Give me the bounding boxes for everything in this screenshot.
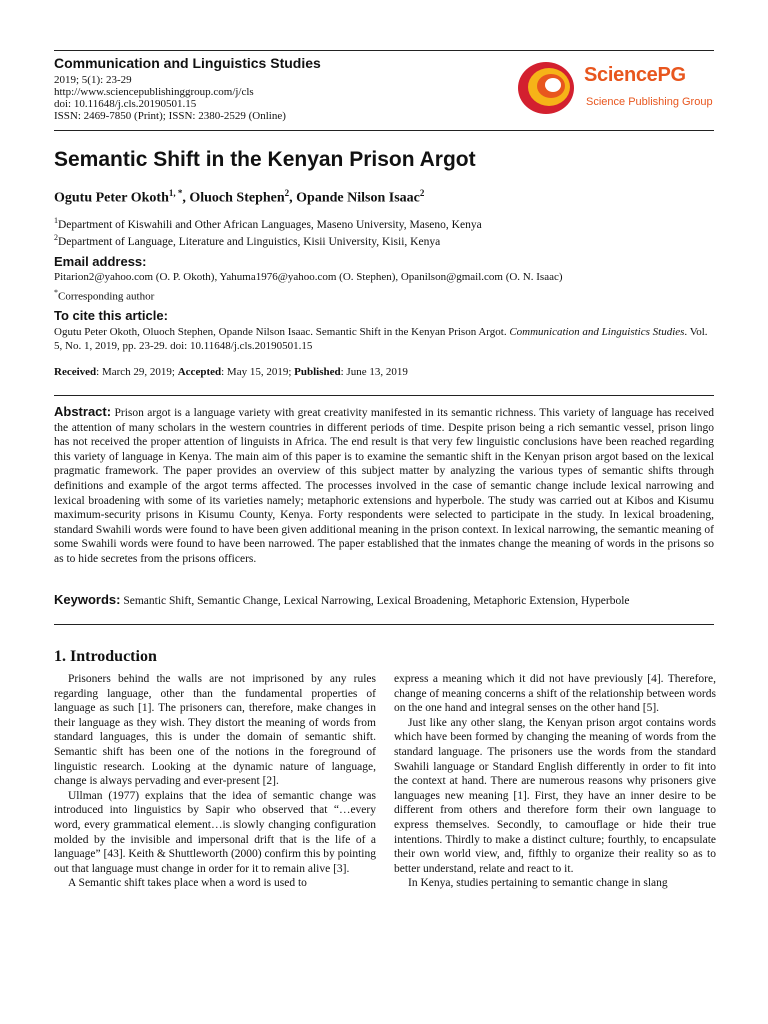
author-name: Ogutu Peter Okoth (54, 190, 169, 206)
paragraph: express a meaning which it did not have previously [4]. Therefore, change of meaning concerns a shift of the relationship between words on the one hand and integral senses on the other hand [5]. (394, 673, 716, 715)
sciencepg-swirl-icon (516, 58, 580, 118)
author-name: Oluoch Stephen (189, 190, 285, 206)
keywords-label: Keywords: (54, 592, 121, 607)
abstract-bottom-rule (54, 624, 714, 625)
paragraph: Just like any other slang, the Kenyan prison argot contains words which have been formed by changing the meaning of words from the standard language. The prisoners use the words from the standard Swahili language or Standard English differently in order to fit into the context at hand. There are numerous reasons why prisoners give languages new meaning [1]. First, they have an inner desire to be different from others and therefore form their own language to express themselves. Secondly, to camouflage or hide their true intentions. Thirdly to make a distinct culture; fourthly, to encapsulate their own world view, and, fifthly to organize their reality so as to better understand, relate and react to it. (394, 716, 716, 875)
section-heading-introduction: 1. Introduction (54, 648, 157, 665)
email-addresses[interactable]: Pitarion2@yahoo.com (O. P. Okoth), Yahuma1976@yahoo.com (O. Stephen), Opanilson@gmail.com (O. N. Isaac) (54, 271, 563, 283)
journal-doi: doi: 10.11648/j.cls.20190501.15 (54, 98, 197, 110)
email-heading: Email address: (54, 254, 147, 269)
affiliation-1: $^1$Department of Kiswahili and Other African Languages, Maseno University, Maseno, Kenya (54, 216, 482, 231)
logo-tagline: Science Publishing Group (586, 96, 713, 108)
sciencepg-logo (516, 58, 716, 118)
author-sup: 2 (419, 188, 425, 198)
author-list: Ogutu Peter Okoth$^{1, *}$, Oluoch Stephen$^2$, Opande Nilson Isaac$^2$ (54, 188, 425, 206)
journal-url[interactable]: http://www.sciencepublishinggroup.com/j/cls (54, 86, 254, 98)
keywords-text: Semantic Shift, Semantic Change, Lexical Narrowing, Lexical Broadening, Metaphoric Extension, Hyperbole (123, 595, 630, 607)
affiliation-2: $^2$Department of Language, Literature and Linguistics, Kisii University, Kisii, Kenya (54, 233, 441, 248)
journal-name: Communication and Linguistics Studies (54, 55, 321, 71)
citation-text: Ogutu Peter Okoth, Oluoch Stephen, Opande Nilson Isaac. Semantic Shift in the Kenyan Prison Argot. Communication and Linguistics Studies. Vol. 5, No. 1, 2019, pp. 23-29. doi: 10.11648/j.cls.20190501.15 (54, 326, 708, 352)
author-sup: 2 (284, 188, 290, 198)
body-column-left (54, 672, 376, 891)
paragraph: In Kenya, studies pertaining to semantic change in slang (408, 877, 668, 890)
journal-volume: 2019; 5(1): 23-29 (54, 74, 132, 86)
corresponding-author: *Corresponding author (54, 288, 155, 303)
abstract-top-rule (54, 395, 714, 396)
author-sup: 1, * (168, 188, 183, 198)
paragraph: Ullman (1977) explains that the idea of semantic change was introduced into linguistics by Sapir who observed that “…every word, every grammatical element…is slowly changing configuration molded by the invisible and impersonal drift that is the life of a language” [43]. Keith & Shuttleworth (2000) confirm this by pointing out that language must change in order for it to remain alive [3]. (54, 789, 376, 875)
journal-issn: ISSN: 2469-7850 (Print); ISSN: 2380-2529 (Online) (54, 110, 286, 122)
body-column-right (394, 672, 716, 891)
journal-info (54, 55, 474, 122)
cite-heading: To cite this article: (54, 308, 168, 323)
abstract-text: Prison argot is a language variety with great creativity manifested in its semantic richness. This variety of language has received the attention of many scholars in the western countries in different periods of time. Despite prison being a rich semantic vessel, prison lingo has not received the proper attention of linguists in Africa. The end result is that very few linguistic conclusions have been reached regarding this variety of language in Kenya. The main aim of this paper is to examine the semantic shift in the Kenyan prison argot based on the lexical pragmatic framework. The paper provides an overview of this subject matter by analyzing the various types of semantic shifts through definitions and example of the argot terms affected. The processes involved in the case of semantic change include lexical narrowing and lexical broadening with some of its varieties namely; metaphoric extensions and hyperbole. The study was carried out at Kibos and Kisumu maximum-security prisons in Kisumu County, Kenya. Forty respondents were selected to participate in the study. In lexical broadening, standard Swahili words were found to have been given additional meaning in the prison context. In lexical narrowing, the semantic meaning of some Swahili words were found to have been narrowed. The paper established that the inmates change the meaning of words in the prisons so as to hide secretes from the prisons officers. (54, 407, 714, 565)
paragraph: Prisoners behind the walls are not imprisoned by any rules regarding language, other than the fundamental properties of language as such [1]. The prisoners can, therefore, make changes in their language as they wish. They distort the meaning of words from standard languages, this is under the domain of semantic shift. Semantic shift has been one of the notions in the foreground of linguistic research. Looking at the dynamic nature of language, change is always pervading and ever-present [2]. (54, 673, 376, 788)
header-rule (54, 130, 714, 131)
top-rule (54, 50, 714, 51)
logo-wordmark: SciencePG (584, 64, 686, 86)
abstract (54, 405, 714, 567)
author-name: Opande Nilson Isaac (296, 190, 420, 206)
keywords (54, 592, 714, 607)
abstract-label: Abstract: (54, 404, 112, 419)
article-dates: Received: March 29, 2019; Accepted: May 15, 2019; Published: June 13, 2019 (54, 366, 408, 378)
paper-title: Semantic Shift in the Kenyan Prison Argot (54, 148, 476, 171)
paragraph: A Semantic shift takes place when a word is used to (68, 877, 307, 890)
